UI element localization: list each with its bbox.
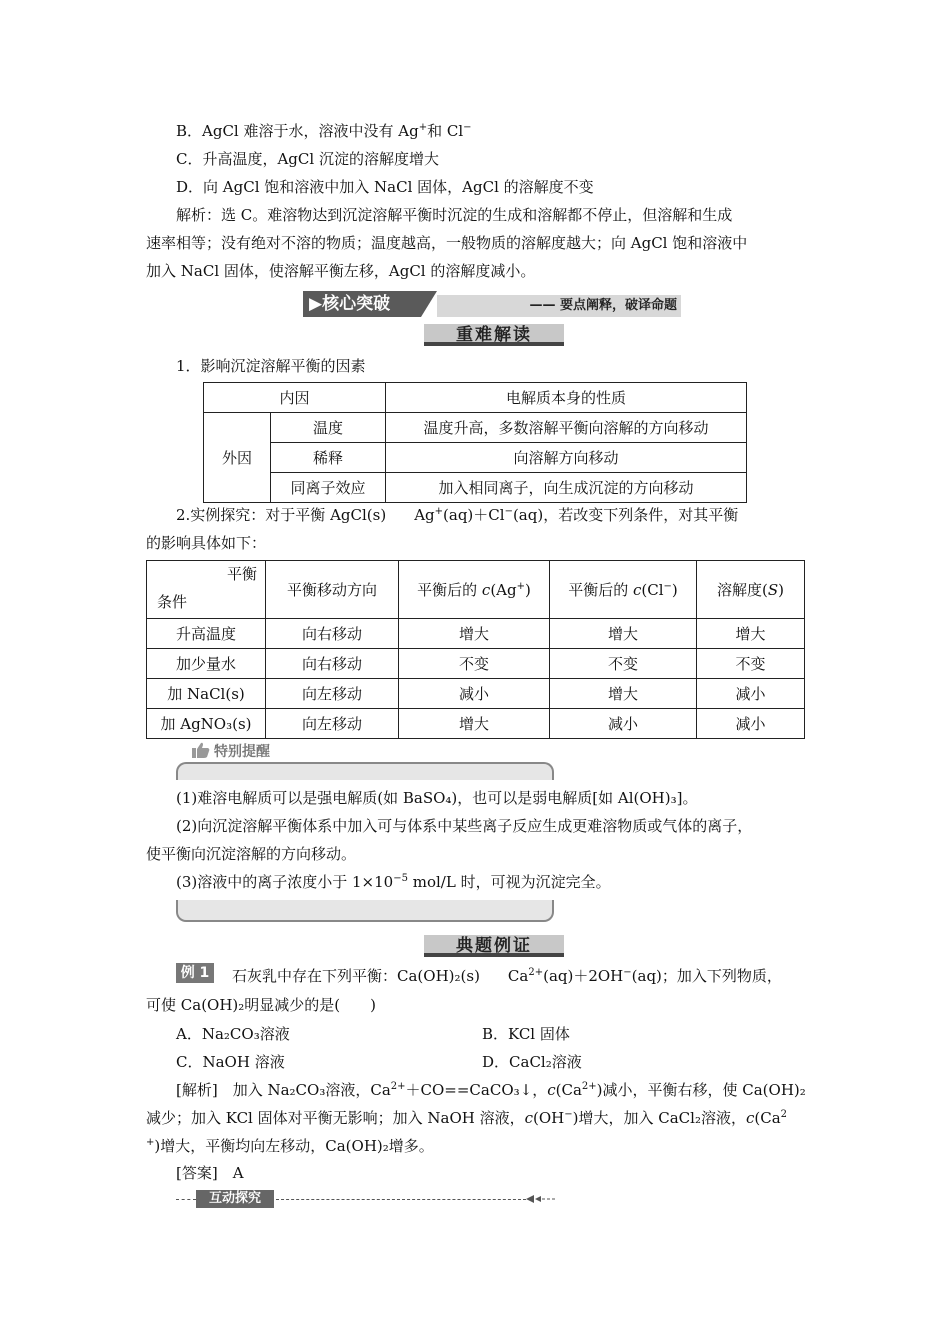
table-cell: 向右移动 bbox=[266, 619, 399, 649]
divider-left bbox=[176, 1199, 196, 1200]
table-cell: 增大 bbox=[399, 619, 550, 649]
analysis-line-1: 解析：选 C。难溶物达到沉淀溶解平衡时沉淀的生成和溶解都不停止，但溶解和生成 bbox=[176, 206, 733, 224]
table-cell: 向左移动 bbox=[266, 679, 399, 709]
option-b2: B．KCl 固体 bbox=[482, 1025, 570, 1043]
table-cell: 增大 bbox=[399, 709, 550, 739]
table-cell: 增大 bbox=[550, 619, 697, 649]
reminder-1: (1)难溶电解质可以是强电解质(如 BaSO₄)，也可以是弱电解质[如 Al(OH)₃]。 bbox=[176, 789, 698, 807]
table-header-corner: 平衡 条件 bbox=[147, 561, 266, 619]
table-cell: 外因 bbox=[204, 413, 271, 503]
table-cell: 增大 bbox=[697, 619, 805, 649]
table-cell: 加 AgNO₃(s) bbox=[147, 709, 266, 739]
analysis-line-2: 速率相等；没有绝对不溶的物质；温度越高，一般物质的溶解度越大；向 AgCl 饱和溶液中 bbox=[146, 234, 748, 252]
thumbs-up-icon bbox=[192, 742, 210, 758]
table-cell: 向左移动 bbox=[266, 709, 399, 739]
example-question-1: 石灰乳中存在下列平衡：Ca(OH)₂(s) $Ca^{2+}(aq)+2OH^-(aq)$；加入下列物质， bbox=[232, 967, 782, 985]
example-question-2: 可使 Ca(OH)₂明显减少的是( ) bbox=[146, 996, 376, 1014]
table-cell: 加 NaCl(s) bbox=[147, 679, 266, 709]
arrow-icon bbox=[526, 1194, 556, 1204]
reminder-2b: 使平衡向沉淀溶解的方向移动。 bbox=[146, 845, 357, 863]
table-cell: 向溶解方向移动 bbox=[386, 443, 747, 473]
table-cell: 增大 bbox=[550, 679, 697, 709]
point-2-line-2: 的影响具体如下： bbox=[146, 534, 267, 552]
reminder-2a: (2)向沉淀溶解平衡体系中加入可与体系中某些离子反应生成更难溶物质或气体的离子， bbox=[176, 817, 753, 835]
option-c: C．升高温度，AgCl 沉淀的溶解度增大 bbox=[176, 150, 439, 168]
analysis-line-3: 加入 NaCl 固体，使溶解平衡左移，AgCl 的溶解度减小。 bbox=[146, 262, 536, 280]
option-d2: D．CaCl₂溶液 bbox=[482, 1053, 582, 1071]
example-answer: [答案] A bbox=[176, 1164, 244, 1182]
reminder-box-top bbox=[176, 762, 554, 780]
table-cell: 温度升高，多数溶解平衡向溶解的方向移动 bbox=[386, 413, 747, 443]
table-cell: 减小 bbox=[697, 709, 805, 739]
table-cell: 不变 bbox=[399, 649, 550, 679]
table-cell: 内因 bbox=[204, 383, 386, 413]
table-cell: 减小 bbox=[399, 679, 550, 709]
section-title-examples: 典题例证 bbox=[424, 935, 564, 957]
table-cell: 不变 bbox=[550, 649, 697, 679]
special-reminder-label: 特别提醒 bbox=[214, 744, 270, 760]
option-a: A．Na₂CO₃溶液 bbox=[176, 1025, 290, 1043]
table-cell: 加少量水 bbox=[147, 649, 266, 679]
table-header: 溶解度(S) bbox=[697, 561, 805, 619]
example-analysis-3: +)增大，平衡均向左移动，Ca(OH)₂增多。 bbox=[146, 1137, 434, 1155]
point-2: 2.实例探究：对于平衡 AgCl(s) Ag+(aq)＋Cl−(aq)，若改变下列条件，对其平衡 bbox=[176, 506, 739, 524]
core-breakthrough-banner bbox=[303, 291, 681, 317]
table-cell: 升高温度 bbox=[147, 619, 266, 649]
example-badge: 例 1 bbox=[176, 963, 214, 983]
factors-table bbox=[203, 382, 747, 503]
option-d: D．向 AgCl 饱和溶液中加入 NaCl 固体，AgCl 的溶解度不变 bbox=[176, 178, 594, 196]
table-cell: 加入相同离子，向生成沉淀的方向移动 bbox=[386, 473, 747, 503]
example-analysis-1: [解析] 加入 Na₂CO₃溶液，$Ca^{2+}+CO==CaCO_3↓$，$c(Ca^{2+})$减小，平衡右移，使 Ca(OH)₂ bbox=[176, 1081, 806, 1099]
equilibrium-table bbox=[146, 560, 805, 739]
table-cell: 不变 bbox=[697, 649, 805, 679]
table-cell: 同离子效应 bbox=[271, 473, 386, 503]
table-header: 平衡后的 c(Cl−) bbox=[550, 561, 697, 619]
banner-title: ▶核心突破 bbox=[303, 291, 421, 317]
option-c2: C．NaOH 溶液 bbox=[176, 1053, 285, 1071]
table-header: 平衡后的 c(Ag+) bbox=[399, 561, 550, 619]
table-cell: 减小 bbox=[550, 709, 697, 739]
reminder-3: (3)溶液中的离子浓度小于 $1\times 10^{-5}$ mol/L 时，可视为沉淀完全。 bbox=[176, 873, 611, 891]
table-cell: 温度 bbox=[271, 413, 386, 443]
example-analysis-2: 减少；加入 KCl 固体对平衡无影响；加入 NaOH 溶液，c(OH−)增大，加入 CaCl₂溶液，c(Ca$^2$ bbox=[146, 1109, 788, 1127]
table-header: 平衡移动方向 bbox=[266, 561, 399, 619]
divider-right bbox=[276, 1199, 526, 1200]
section-title-key-points: 重难解读 bbox=[424, 324, 564, 346]
table-cell: 稀释 bbox=[271, 443, 386, 473]
table-cell: 减小 bbox=[697, 679, 805, 709]
reminder-box-bottom bbox=[176, 900, 554, 922]
table-cell: 向右移动 bbox=[266, 649, 399, 679]
banner-subtitle: —— 要点阐释，破译命题 bbox=[529, 298, 677, 313]
table-cell: 电解质本身的性质 bbox=[386, 383, 747, 413]
option-b: B．AgCl 难溶于水，溶液中没有 Ag+和 Cl− bbox=[176, 122, 472, 140]
interactive-exploration-tag: 互动探究 bbox=[196, 1190, 274, 1208]
point-1: 1．影响沉淀溶解平衡的因素 bbox=[176, 357, 366, 375]
